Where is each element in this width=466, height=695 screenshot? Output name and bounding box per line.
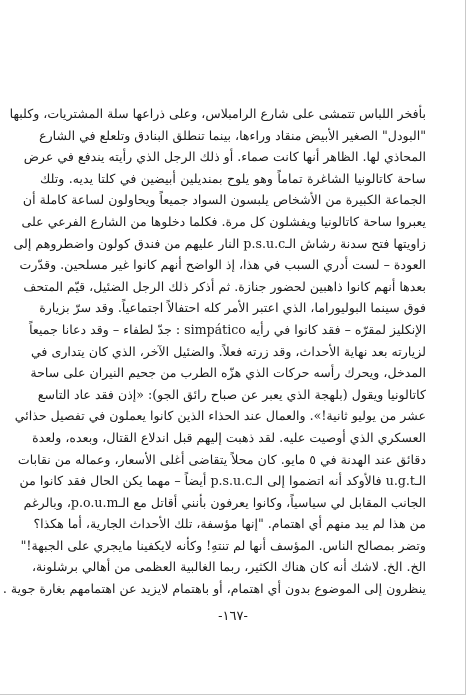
page-number: -١٦٧- bbox=[218, 609, 248, 624]
text-line-16: العسكري الذي أوصيت عليه. لقد ذهبت إليهم قبل اندلاع القتال، وبعده، ولعدة bbox=[32, 429, 426, 445]
text-line-20: من هذا لم يبد منهم أي اهتمام. "إنها مؤسفة، تلك الأحداث الجارية، أما هكذا؟ bbox=[33, 516, 426, 532]
text-line-2: "البودل" الصغير الأبيض منقاد وراءها، بينما تنطلق البنادق وتلعلع في الشارع bbox=[39, 127, 426, 143]
text-line-19: الجانب المقابل لي سياسياً، وكانوا يعرفون بأنني أقاتل مع الـp.o.u.m، وبالرغم bbox=[23, 494, 426, 510]
text-line-23: ينظرون إلى الموضوع بدون أي اهتمام، أو باهتمام لايزيد عن اهتمامهم بغارة جوية . bbox=[2, 581, 426, 597]
text-line-7: زاويتها فتح سدنة رشاش الـp.s.u.c النار عليهم من فندق كولون واضطروهم إلى bbox=[13, 235, 426, 251]
text-line-21: وتضر بمصالح الناس. المؤسف أنها لم تنتهِ! وكأنه لايكفينا مايجري على الجبهة!" bbox=[20, 537, 426, 553]
text-line-4: ساحة كاتالونيا الشاغرة تماماً وهو يلوح بمنديلين أبيضين في كلتا يديه. وتلك bbox=[40, 170, 426, 186]
text-line-9: بعدها أنهم كانوا ذاهبين لحضور جنازة. ثم أذكر ذلك الرجل الضئيل، قيّم المتحف bbox=[23, 278, 426, 294]
text-line-5: الجماعة الكبيرة من الأشخاص يلبسون السواد جميعاً ويحاولون لساعة كاملة أن bbox=[22, 192, 426, 208]
text-line-17: دقائق عند الهدنة في ٥ مايو. كان محلاً يتقاضى أغلى الأسعار، وعماله من نقابات bbox=[17, 451, 426, 467]
text-line-10: فوق سينما البوليوراما، الذي اعتبر الأمر كله احتفالاً اجتماعياً. وقد سرّ بزيارة bbox=[39, 300, 426, 316]
text-line-14: كاتالونيا ويقول (بلهجة الذي يعبر عن صباح رائق الجو): «إذن فقد عاد التاسع bbox=[37, 386, 426, 402]
text-line-6: يعبروا ساحة كاتالونيا ويفشلون كل مرة. فكلما دخلوها من الشارع الفرعي على bbox=[21, 213, 426, 229]
text-line-3: المحاذي لها. الظاهر أنها كانت صماء. أو ذلك الرجل الذي رأيته يندفع في عرض bbox=[23, 149, 426, 165]
text-line-11: الإنكليز لمقرّه – فقد كانوا في رأيه simpático : جدّ لطفاء – وقد دعانا جميعاً bbox=[29, 321, 426, 337]
text-line-22: الخ. الخ. لاشك أنه كان هناك الكثير، ربما الغالبية العظمى من أهالي برشلونة، bbox=[31, 559, 426, 575]
text-line-18: الـu.g.t فالأوكد أنه اتضموا إلى الـp.s.u.c أيضاً – مهما يكن الحال فقد كانوا من bbox=[19, 473, 426, 489]
text-line-8: العودة – لست أدري السبب في هذا، إذ الواضح أنهم كانوا غير مسلحين. وقدّرت bbox=[19, 257, 426, 273]
text-line-13: المدخل، ويحرك رأسه حركات الذي هزّه الطرب من جحيم النيران على ساحة bbox=[30, 365, 426, 381]
body-text bbox=[2, 103, 426, 600]
text-line-12: لزيارته بعد نهاية الأحداث، وقد زرته فعلاً. والضئيل الآخر، الذي كان يتدارى في bbox=[30, 343, 426, 359]
text-line-1: بأفخر اللباس تتمشى على شارع الرامبلاس، وعلى ذراعها سلة المشتريات، وكلبها bbox=[9, 106, 426, 121]
text-line-15: عشر من يوليو ثانية!». والعمال عند الحذاء الذين كانوا يعملون في تفصيل حذائي bbox=[14, 408, 426, 424]
